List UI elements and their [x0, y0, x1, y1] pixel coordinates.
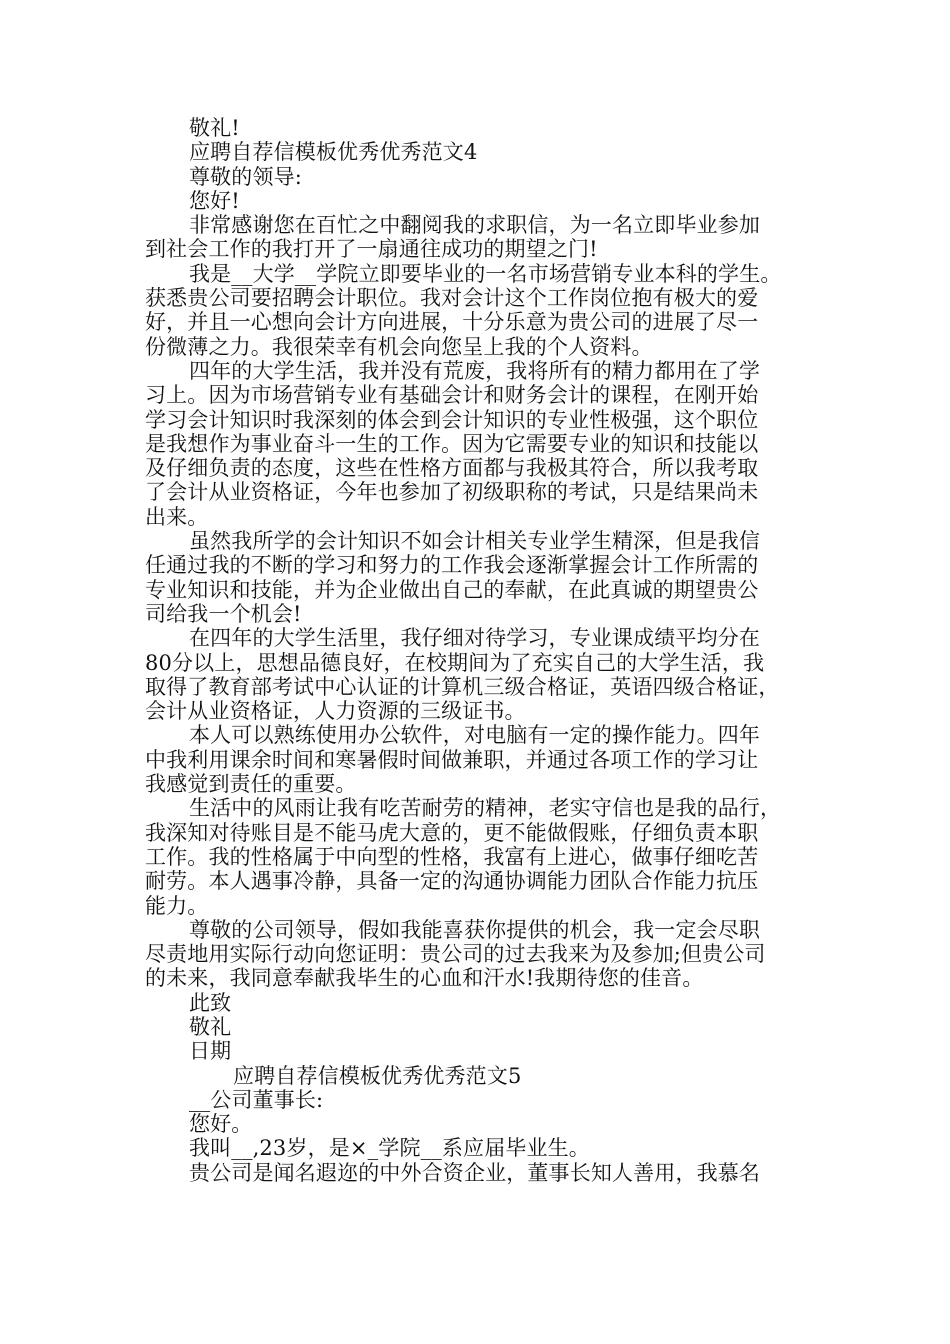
text-line: 贵公司是闻名遐迩的中外合资企业，董事长知人善用，我慕名 [189, 1160, 761, 1185]
text-line: 80分以上，思想品德良好，在校期间为了充实自己的大学生活，我 [145, 650, 765, 675]
text-line: 是我想作为事业奋斗一生的工作。因为它需要专业的知识和技能以 [145, 431, 759, 456]
text-line: 份微薄之力。我很荣幸有机会向您呈上我的个人资料。 [145, 334, 653, 359]
text-line: 出来。 [145, 504, 209, 529]
text-line: 会计从业资格证，人力资源的三级证书。 [145, 699, 526, 724]
text-line: 中我利用课余时间和寒暑假时间做兼职，并通过各项工作的学习让 [145, 747, 759, 772]
text-line: 耐劳。本人遇事冷静，具备一定的沟通协调能力团队合作能力抗压 [145, 869, 759, 894]
text-line: 尽责地用实际行动向您证明：贵公司的过去我来为及参加;但贵公司 [145, 942, 766, 967]
text-line: 获悉贵公司要招聘会计职位。我对会计这个工作岗位抱有极大的爱 [145, 286, 759, 311]
text-line: 能力。 [145, 893, 209, 918]
text-line: 我叫__,23岁，是×_学院__系应届毕业生。 [189, 1136, 590, 1161]
text-line: 非常感谢您在百忙之中翻阅我的求职信，为一名立即毕业参加 [189, 213, 761, 238]
text-line: 我深知对待账目是不能马虎大意的，更不能做假账，仔细负责本职 [145, 820, 759, 845]
text-line: 此致 [189, 990, 232, 1015]
text-line: 应聘自荐信模板优秀优秀范文4 [189, 140, 478, 165]
text-line: __公司董事长: [189, 1087, 324, 1112]
text-line: 日期 [189, 1039, 232, 1064]
text-line: 的未来，我同意奉献我毕生的心血和汗水!我期待您的佳音。 [145, 966, 704, 991]
text-line: 您好。 [189, 1112, 253, 1137]
text-line: 应聘自荐信模板优秀优秀范文5 [233, 1063, 522, 1088]
text-line: 生活中的风雨让我有吃苦耐劳的精神，老实守信也是我的品行， [189, 796, 782, 821]
text-line: 了会计从业资格证，今年也参加了初级职称的考试，只是结果尚未 [145, 480, 759, 505]
text-line: 尊敬的领导: [189, 164, 302, 189]
text-line: 取得了教育部考试中心认证的计算机三级合格证，英语四级合格证， [145, 674, 780, 699]
text-line: 到社会工作的我打开了一扇通往成功的期望之门! [145, 237, 598, 262]
letter-body [145, 116, 810, 1185]
text-line: 我是__大学__学院立即要毕业的一名市场营销专业本科的学生。 [189, 261, 782, 286]
text-line: 四年的大学生活，我并没有荒废，我将所有的精力都用在了学 [189, 358, 761, 383]
text-line: 在四年的大学生活里，我仔细对待学习，专业课成绩平均分在 [189, 626, 761, 651]
text-line: 本人可以熟练使用办公软件，对电脑有一定的操作能力。四年 [189, 723, 761, 748]
text-line: 您好! [189, 188, 240, 213]
text-line: 敬礼 [189, 1014, 232, 1039]
text-line: 专业知识和技能，并为企业做出自己的奉献，在此真诚的期望贵公 [145, 577, 759, 602]
text-line: 习上。因为市场营销专业有基础会计和财务会计的课程，在刚开始 [145, 383, 759, 408]
text-line: 任通过我的不断的学习和努力的工作我会逐渐掌握会计工作所需的 [145, 553, 759, 578]
text-line: 好，并且一心想向会计方向进展，十分乐意为贵公司的进展了尽一 [145, 310, 759, 335]
text-line: 尊敬的公司领导，假如我能喜获你提供的机会，我一定会尽职 [189, 917, 761, 942]
text-line: 学习会计知识时我深刻的体会到会计知识的专业性极强，这个职位 [145, 407, 759, 432]
text-line: 虽然我所学的会计知识不如会计相关专业学生精深，但是我信 [189, 529, 761, 554]
text-line: 司给我一个机会! [145, 601, 302, 626]
text-line: 我感觉到责任的重要。 [145, 772, 357, 797]
text-line: 敬礼! [189, 116, 240, 140]
text-line: 工作。我的性格属于中向型的性格，我富有上进心，做事仔细吃苦 [145, 844, 759, 869]
text-line: 及仔细负责的态度，这些在性格方面都与我极其符合，所以我考取 [145, 456, 759, 481]
